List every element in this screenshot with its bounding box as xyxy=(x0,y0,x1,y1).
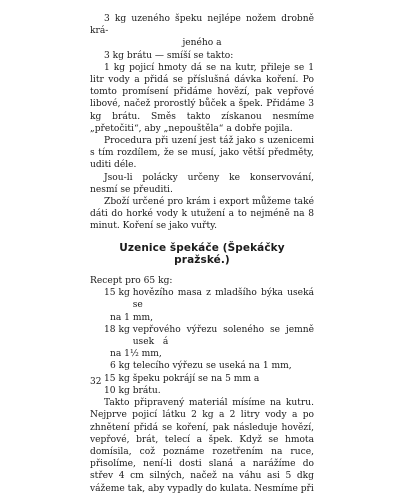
paragraph: 1 kg pojicí hmoty dá se na kutr, přileje se 1 litr vody a přidá se příslušná dávka koření. Po tomto promísení přidáme hovězí, pak vepřové libové, načež prorostlý bůček a špek. Přidáme 3 kg brátu. Směs takto získanou nesmíme „přetočiti“, aby „nepouštěla“ a dobře pojila. xyxy=(90,62,314,134)
ingredient-qty: 18 kg xyxy=(104,324,133,335)
ingredient-continuation: na 1½ mm, xyxy=(110,349,162,360)
ingredient-qty: 6 kg xyxy=(110,361,133,372)
ingredient-item xyxy=(90,324,314,348)
recipe-intro: Recept pro 65 kg: xyxy=(90,276,173,287)
paragraph: Jsou-li polácky určeny ke konservování, nesmí se přeuditi. xyxy=(90,172,314,195)
ingredient-item xyxy=(90,360,314,372)
page-number: 32 xyxy=(90,377,102,387)
paragraph: Zboží určené pro krám i export můžeme také dáti do horké vody k utužení a to nejméně na 8 minut. Koření se jako vuřty. xyxy=(90,197,314,232)
section-heading: Uzenice špekáče (Špekáčky pražské.) xyxy=(119,241,285,266)
text-block xyxy=(90,13,314,495)
ingredient-item xyxy=(90,373,314,385)
text-line: 3 kg brátu — smíší se takto: xyxy=(104,50,234,61)
ingredient-qty: 15 kg xyxy=(104,373,133,384)
ingredient-desc: hovězího masa z mladšího býka useká se xyxy=(132,288,314,311)
paragraph: Procedura při uzení jest táž jako s uzenicemi s tím rozdílem, že se musí, jako větší předměty, uditi déle. xyxy=(90,136,314,171)
paragraph: Takto připravený materiál mísíme na kutru. Nejprve pojicí látku 2 kg a 2 litry vody a po zhnětení přidá se koření, pak následuje hovězí, vepřové, brát, telecí a špek. Když se hmota domísila, což poznáme rozetřením na ruce, přisolíme, není-li dosti slaná a narážíme do střev 4 cm silných, načež na váhu asi 5 dkg vážeme tak, aby vypadly do kulata. Nesmíme při xyxy=(90,398,314,494)
text-line: 3 kg uzeného špeku nejlépe nožem drobně krá- xyxy=(90,14,314,37)
ingredient-item xyxy=(90,385,314,397)
ingredient-desc: brátu. xyxy=(132,385,161,396)
ingredient-desc: vepřového výřezu soleného se jemně usekᅟá xyxy=(132,324,314,348)
text-line: jeného a xyxy=(182,38,222,49)
ingredient-qty: 10 kg xyxy=(104,385,133,396)
ingredient-desc: telecího výřezu se useká na 1 mm, xyxy=(132,361,292,372)
ingredient-item xyxy=(90,287,314,311)
ingredient-continuation: na 1 mm, xyxy=(110,312,153,323)
ingredient-desc: špeku pokrájí se na 5 mm a xyxy=(132,373,260,384)
ingredient-qty: 15 kg xyxy=(104,288,133,299)
